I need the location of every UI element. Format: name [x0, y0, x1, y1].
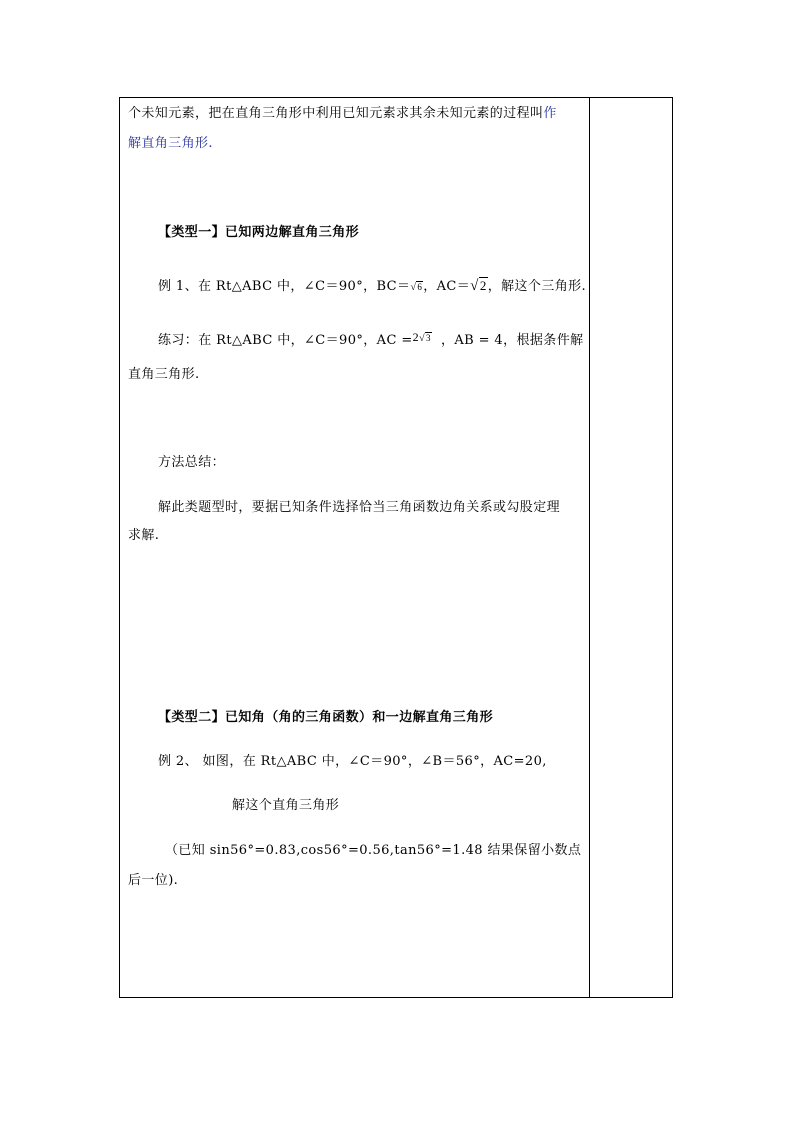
practice-ac-radicand: 3	[425, 333, 431, 343]
method-summary-label: 方法总结：	[158, 455, 226, 470]
example1-suffix: ，解这个三角形.	[487, 279, 587, 294]
practice-ac-value: 2√3	[412, 330, 431, 344]
practice-prefix: 练习：在 Rt△ABC 中，∠C＝90°，AC =	[158, 333, 413, 348]
given-values-line-2: 后一位).	[128, 873, 179, 888]
practice-line-1	[158, 330, 584, 352]
method-summary-line-1: 解此类题型时，要据已知条件选择恰当三角函数边角关系或勾股定理	[158, 500, 561, 515]
column-divider	[589, 98, 590, 997]
practice-suffix: ，AB = 4，根据条件解	[440, 333, 584, 348]
ac-radicand: 2	[479, 278, 487, 293]
content-table	[119, 97, 673, 998]
bc-radicand: 6	[417, 282, 423, 292]
example1-mid: ，AC＝	[423, 279, 471, 294]
ac-value-sqrt: √2	[470, 278, 487, 294]
intro-text: 个未知元素，把在直角三角形中利用已知元素求其余未知元素的过程叫	[128, 106, 544, 121]
intro-line-2: 解直角三角形.	[128, 136, 213, 151]
example1	[158, 276, 586, 298]
method-summary-line-2: 求解.	[128, 528, 160, 543]
type1-heading: 【类型一】已知两边解直角三角形	[158, 225, 360, 240]
practice-ac-coef: 2	[412, 330, 420, 344]
intro-line-1	[128, 104, 557, 124]
given-values-line-1: （已知 sin56°=0.83,cos56°=0.56,tan56°=1.48 结果保留小数点	[165, 843, 582, 858]
example2-line-2: 解这个直角三角形	[232, 798, 340, 813]
bc-value-sqrt: √6	[410, 282, 423, 293]
intro-text-highlight: 作	[543, 106, 557, 121]
example2-line-1: 例 2、 如图，在 Rt△ABC 中，∠C＝90°，∠B＝56°，AC=20,	[158, 754, 547, 769]
practice-line-2: 直角三角形.	[128, 367, 200, 382]
type2-heading: 【类型二】已知角（角的三角函数）和一边解直角三角形	[158, 710, 494, 725]
main-cell	[120, 98, 589, 997]
example1-prefix: 例 1、在 Rt△ABC 中，∠C＝90°，BC＝	[158, 279, 411, 294]
